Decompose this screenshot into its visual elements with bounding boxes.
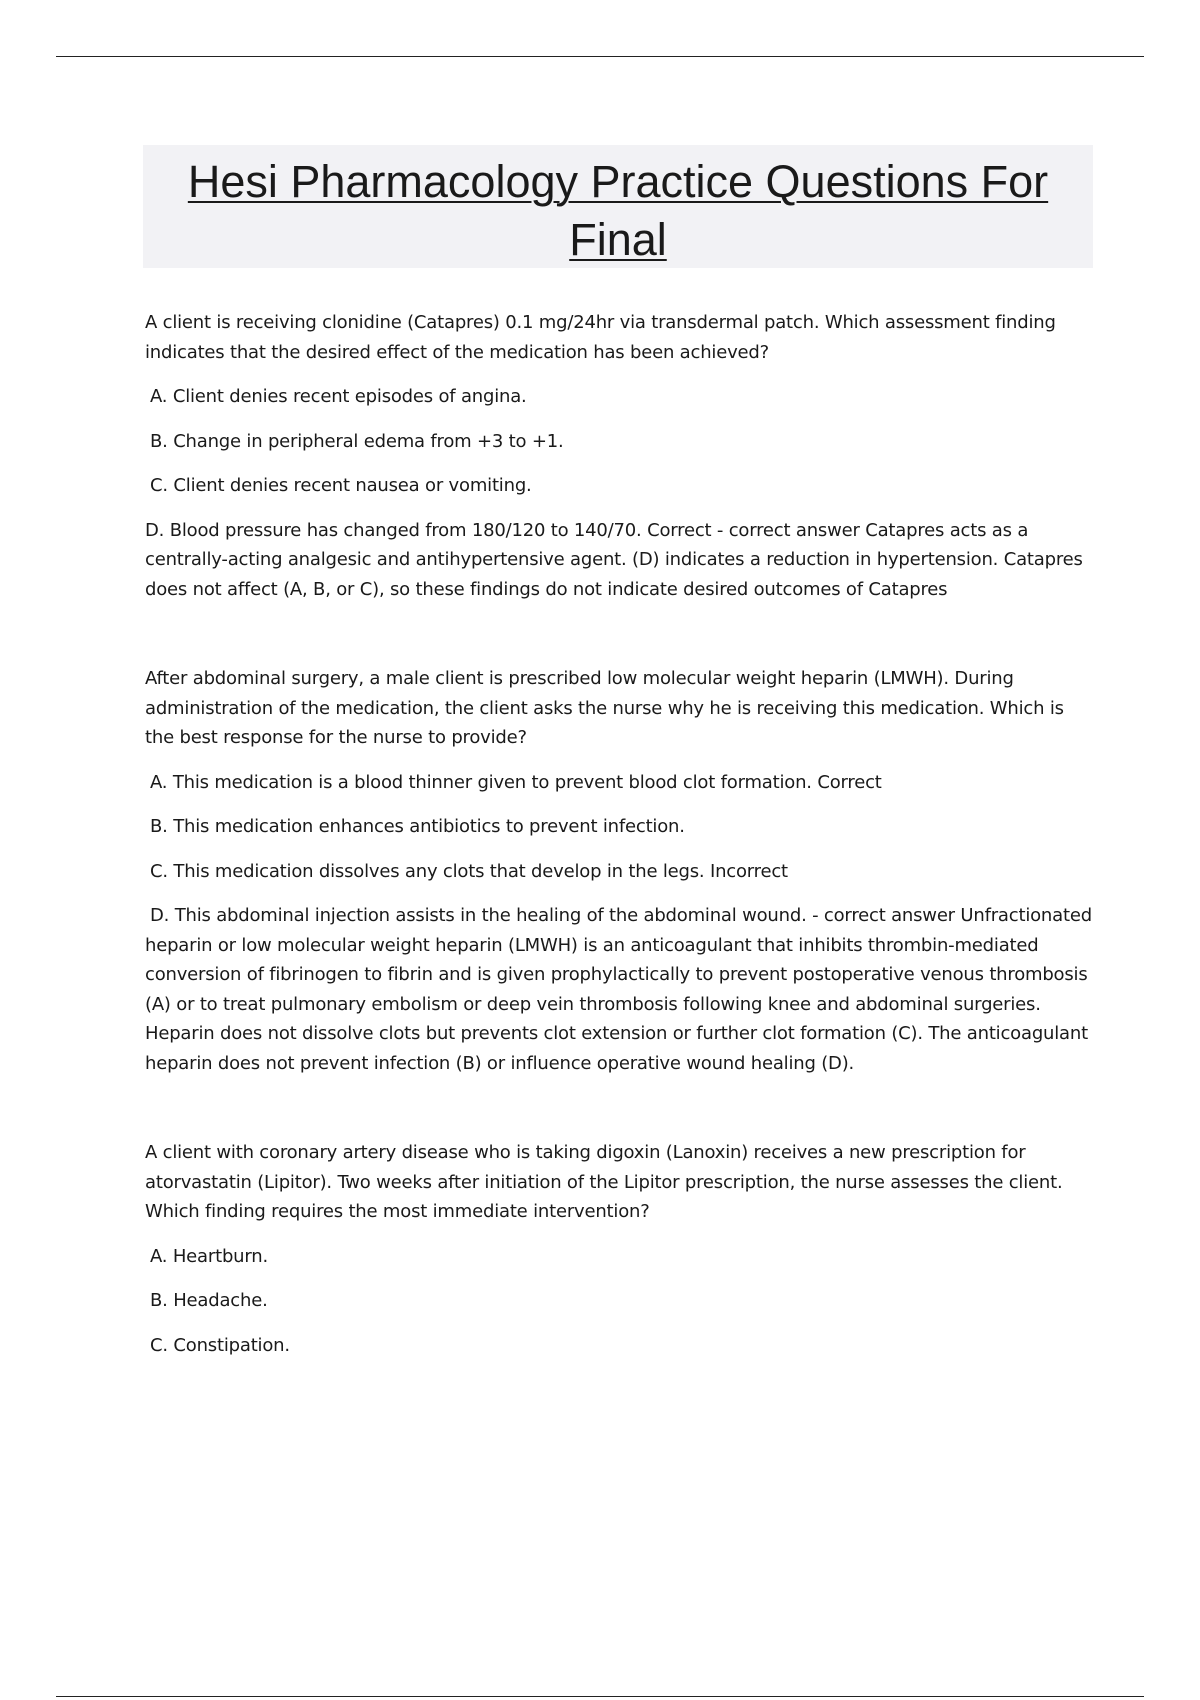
answer-option: C. Constipation. xyxy=(150,1334,290,1356)
answer-option: B. Change in peripheral edema from +3 to +1. xyxy=(150,430,564,452)
answer-option: A. Heartburn. xyxy=(150,1245,268,1267)
bottom-rule xyxy=(56,1696,1144,1697)
answer-option: C. This medication dissolves any clots that develop in the legs. Incorrect xyxy=(150,860,788,882)
question-stem: A client with coronary artery disease who is taking digoxin (Lanoxin) receives a new prescription for atorvastatin (Lipitor). Two weeks after initiation of the Lipitor prescription, the nurse assesses the client. Which finding requires the most immediate intervention? xyxy=(145,1142,1063,1222)
document-body xyxy=(145,308,1095,1420)
question-stem: After abdominal surgery, a male client is prescribed low molecular weight heparin (LMWH). During administration of the medication, the client asks the nurse why he is receiving this medication. Which is the best response for the nurse to provide? xyxy=(145,668,1064,748)
answer-option: C. Client denies recent nausea or vomiting. xyxy=(150,475,532,496)
title-banner xyxy=(143,145,1093,268)
question-block-1 xyxy=(145,308,1095,604)
question-stem: A client is receiving clonidine (Catapres) 0.1 mg/24hr via transdermal patch. Which assessment finding indicates that the desired effect of the medication has been achieved? xyxy=(145,312,1056,363)
top-rule xyxy=(56,56,1144,57)
answer-option: B. Headache. xyxy=(150,1290,268,1311)
answer-option-with-rationale: D. This abdominal injection assists in the healing of the abdominal wound. - correct answer Unfractionated heparin or low molecular weight heparin (LMWH) is an anticoagulant that inhibits thrombin-mediated conversion of fibrinogen to fibrin and is given prophylactically to prevent postoperative venous thrombosis (A) or to treat pulmonary embolism or deep vein thrombosis following knee and abdominal surgeries. Heparin does not dissolve clots but prevents clot extension or further clot formation (C). The anticoagulant heparin does not prevent infection (B) or influence operative wound healing (D). xyxy=(145,905,1092,1074)
page-title: Hesi Pharmacology Practice Questions For Final xyxy=(187,156,1049,265)
question-block-3 xyxy=(145,1138,1095,1360)
question-block-2 xyxy=(145,664,1095,1078)
answer-option-with-rationale: D. Blood pressure has changed from 180/120 to 140/70. Correct - correct answer Catapres acts as a centrally-acting analgesic and antihypertensive agent. (D) indicates a reduction in hypertension. Catapres does not affect (A, B, or C), so these findings do not indicate desired outcomes of Catapres xyxy=(145,519,1083,600)
answer-option: B. This medication enhances antibiotics to prevent infection. xyxy=(150,816,685,837)
answer-option: A. Client denies recent episodes of angina. xyxy=(150,386,527,407)
answer-option: A. This medication is a blood thinner given to prevent blood clot formation. Correct xyxy=(150,771,882,793)
